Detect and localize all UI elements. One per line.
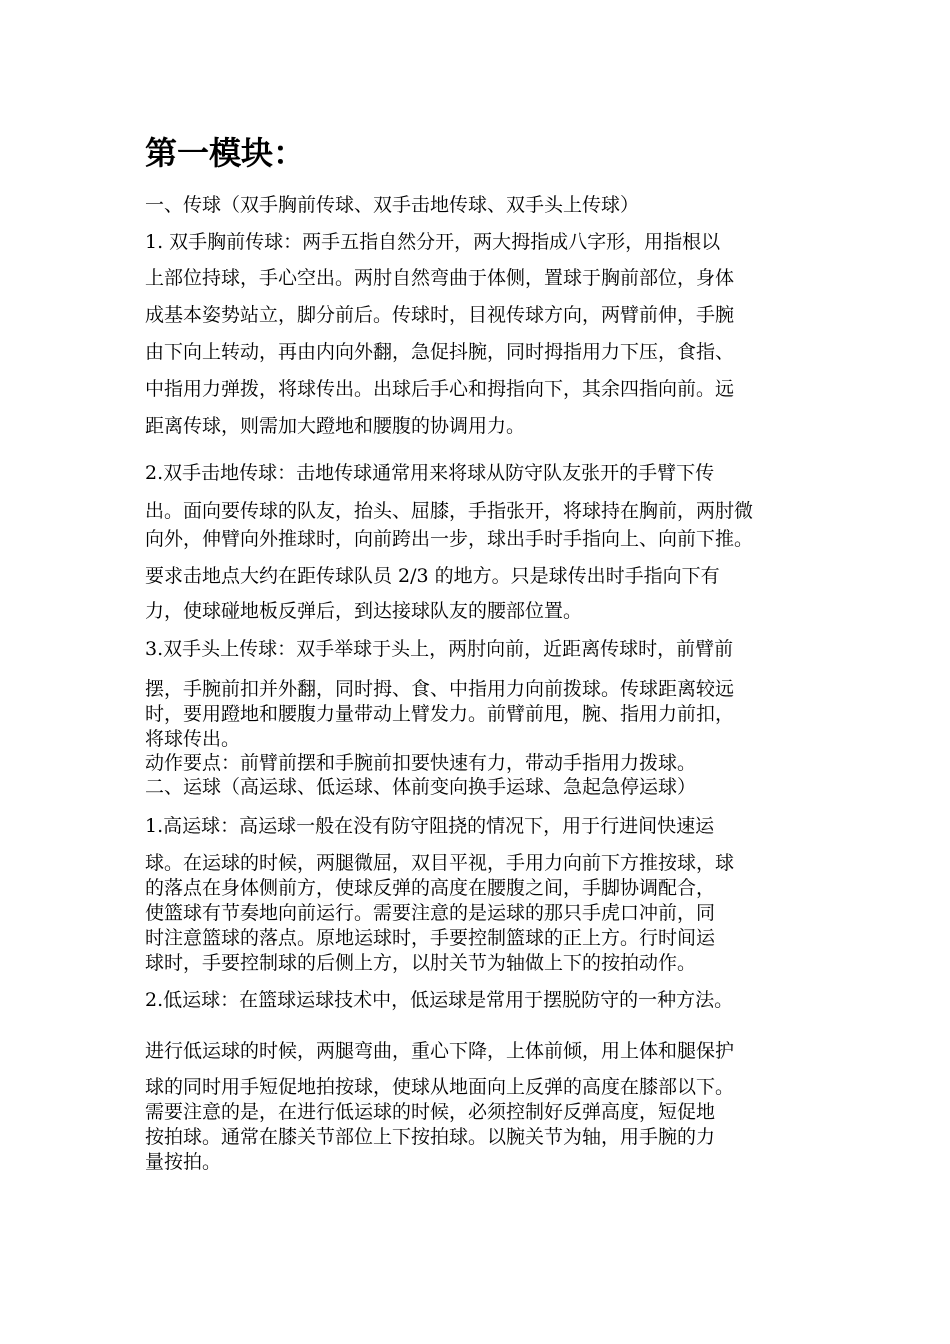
paragraph-line: 向外，伸臂向外推球时，向前跨出一步，球出手时手指向上、向前下推。	[145, 528, 754, 550]
paragraph-line: 中指用力弹拨，将球传出。出球后手心和拇指向下，其余四指向前。远	[145, 378, 735, 400]
paragraph-line: 球。在运球的时候，两腿微屈，双目平视，手用力向前下方推按球，球	[145, 852, 735, 874]
page-title: 第一模块：	[145, 134, 306, 172]
paragraph-line: 时注意篮球的落点。原地运球时，手要控制篮球的正上方。行时间运	[145, 927, 716, 949]
paragraph-line: 要求击地点大约在距传球队员 2/3 的地方。只是球传出时手指向下有	[145, 565, 720, 587]
paragraph-line: 球的同时用手短促地拍按球，使球从地面向上反弹的高度在膝部以下。	[145, 1076, 735, 1098]
paragraph-line: 的落点在身体侧前方，使球反弹的高度在腰腹之间，手脚协调配合，	[145, 877, 716, 899]
paragraph-line: 使篮球有节奏地向前运行。需要注意的是运球的那只手虎口冲前，同	[145, 902, 716, 924]
section-heading-dribbling: 二、运球（高运球、低运球、体前变向换手运球、急起急停运球）	[145, 776, 697, 798]
paragraph-line: 动作要点：前臂前摆和手腕前扣要快速有力，带动手指用力拨球。	[145, 752, 697, 774]
paragraph-line: 时，要用蹬地和腰腹力量带动上臂发力。前臂前甩，腕、指用力前扣，	[145, 703, 735, 725]
paragraph-line: 需要注意的是，在进行低运球的时候，必须控制好反弹高度，短促地	[145, 1101, 716, 1123]
paragraph-line: 2.双手击地传球：击地传球通常用来将球从防守队友张开的手臂下传	[145, 462, 715, 484]
paragraph-line: 上部位持球，手心空出。两肘自然弯曲于体侧，置球于胸前部位，身体	[145, 267, 735, 289]
paragraph-line: 量按拍。	[145, 1151, 222, 1173]
paragraph-line: 将球传出。	[145, 728, 241, 750]
section-heading-passing: 一、传球（双手胸前传球、双手击地传球、双手头上传球）	[145, 194, 640, 216]
paragraph-line: 按拍球。通常在膝关节部位上下按拍球。以腕关节为轴，用手腕的力	[145, 1126, 716, 1148]
paragraph-line: 力，使球碰地板反弹后，到达接球队友的腰部位置。	[145, 600, 583, 622]
paragraph-line: 摆，手腕前扣并外翻，同时拇、食、中指用力向前拨球。传球距离较远	[145, 678, 735, 700]
paragraph-line: 2.低运球：在篮球运球技术中，低运球是常用于摆脱防守的一种方法。	[145, 989, 734, 1011]
paragraph-line: 由下向上转动，再由内向外翻，急促抖腕，同时拇指用力下压，食指、	[145, 341, 735, 363]
paragraph-line: 1. 双手胸前传球：两手五指自然分开，两大拇指成八字形，用指根以	[145, 231, 721, 253]
paragraph-line: 进行低运球的时候，两腿弯曲，重心下降，上体前倾，用上体和腿保护	[145, 1040, 735, 1062]
paragraph-line: 3.双手头上传球：双手举球于头上，两肘向前，近距离传球时，前臂前	[145, 638, 734, 660]
paragraph-line: 球时，手要控制球的后侧上方，以肘关节为轴做上下的按拍动作。	[145, 952, 697, 974]
paragraph-line: 1.高运球：高运球一般在没有防守阻挠的情况下，用于行进间快速运	[145, 815, 715, 837]
paragraph-line: 出。面向要传球的队友，抬头、屈膝，手指张开，将球持在胸前，两肘微	[145, 500, 754, 522]
paragraph-line: 距离传球，则需加大蹬地和腰腹的协调用力。	[145, 415, 526, 437]
paragraph-line: 成基本姿势站立，脚分前后。传球时，目视传球方向，两臂前伸，手腕	[145, 304, 735, 326]
